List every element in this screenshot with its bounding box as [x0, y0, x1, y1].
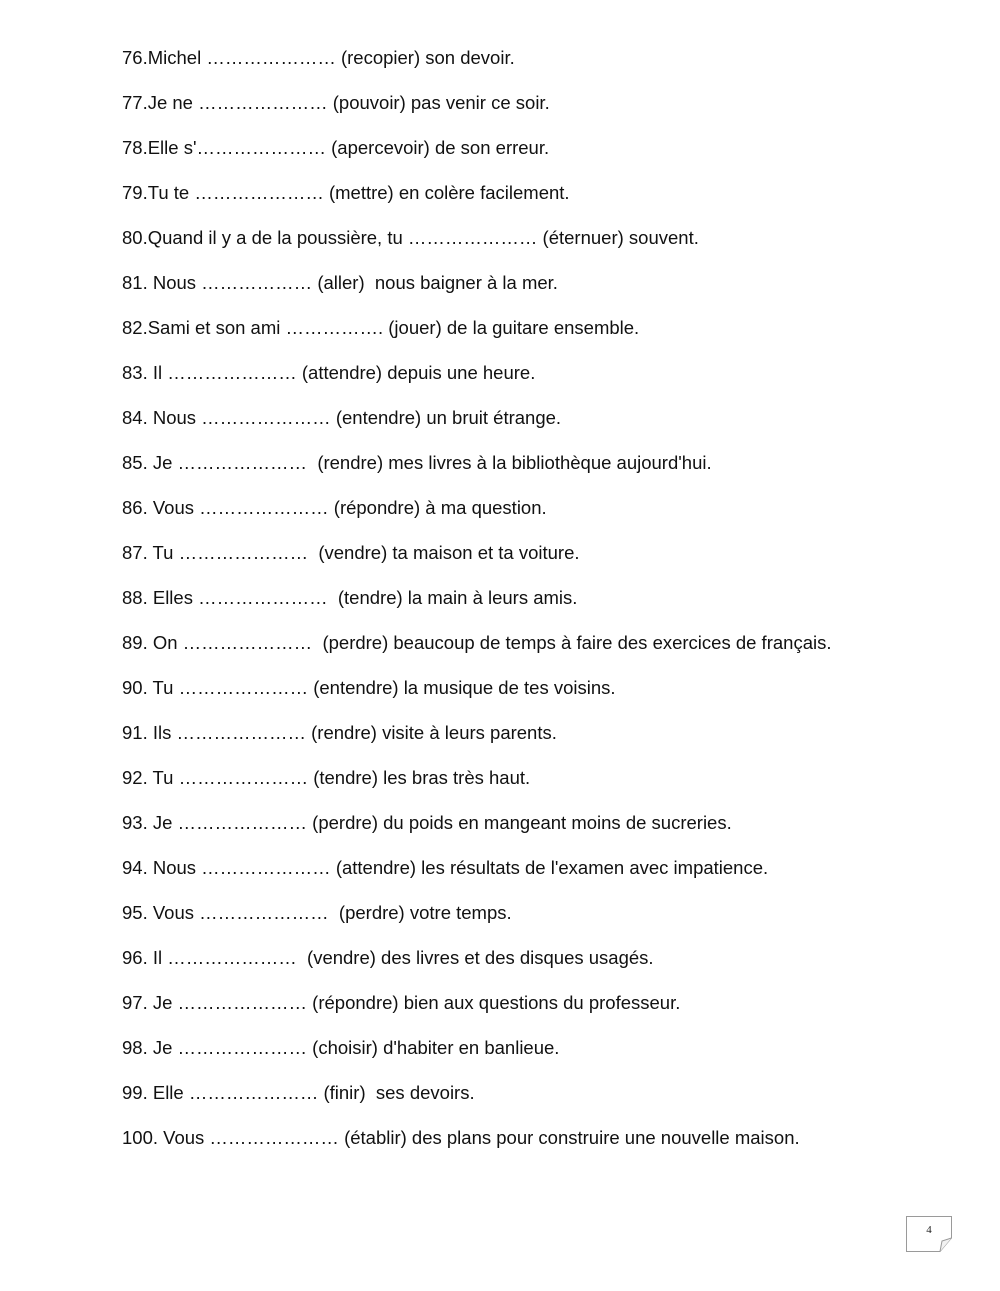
exercise-76: 76.Michel ………………… (recopier) son devoir. [122, 47, 515, 68]
exercise-94: 94. Nous ………………… (attendre) les résultats de l'examen avec impatience. [122, 857, 769, 878]
exercise-98: 98. Je ………………… (choisir) d'habiter en banlieue. [122, 1037, 560, 1058]
exercise-93: 93. Je ………………… (perdre) du poids en mangeant moins de sucreries. [122, 812, 732, 833]
exercise-95: 95. Vous ………………… (perdre) votre temps. [122, 902, 512, 923]
exercise-100: 100. Vous ………………… (établir) des plans pour construire une nouvelle maison. [122, 1127, 800, 1148]
exercise-84: 84. Nous ………………… (entendre) un bruit étrange. [122, 407, 562, 428]
exercise-78: 78.Elle s'………………… (apercevoir) de son erreur. [122, 137, 550, 158]
exercise-82: 82.Sami et son ami ……………. (jouer) de la guitare ensemble. [122, 317, 640, 338]
exercise-96: 96. Il ………………… (vendre) des livres et des disques usagés. [122, 947, 654, 968]
page-number: 4 [926, 1224, 932, 1236]
exercise-88: 88. Elles ………………… (tendre) la main à leurs amis. [122, 587, 578, 608]
exercise-87: 87. Tu ………………… (vendre) ta maison et ta voiture. [122, 542, 580, 563]
exercise-80: 80.Quand il y a de la poussière, tu ………………… (éternuer) souvent. [122, 227, 699, 248]
exercise-91: 91. Ils ………………… (rendre) visite à leurs parents. [122, 722, 557, 743]
exercise-86: 86. Vous ………………… (répondre) à ma question. [122, 497, 547, 518]
page-number-box [906, 1216, 952, 1250]
exercise-83: 83. Il ………………… (attendre) depuis une heure. [122, 362, 536, 383]
exercise-81: 81. Nous ……………… (aller) nous baigner à la mer. [122, 272, 558, 293]
exercise-79: 79.Tu te ………………… (mettre) en colère facilement. [122, 182, 570, 203]
exercise-97: 97. Je ………………… (répondre) bien aux questions du professeur. [122, 992, 681, 1013]
exercise-92: 92. Tu ………………… (tendre) les bras très haut. [122, 767, 531, 788]
exercise-99: 99. Elle ………………… (finir) ses devoirs. [122, 1082, 475, 1103]
exercise-89: 89. On ………………… (perdre) beaucoup de temps à faire des exercices de français. [122, 632, 832, 653]
exercise-90: 90. Tu ………………… (entendre) la musique de tes voisins. [122, 677, 616, 698]
exercise-85: 85. Je ………………… (rendre) mes livres à la bibliothèque aujourd'hui. [122, 452, 712, 473]
exercise-list [122, 46, 982, 1171]
exercise-77: 77.Je ne ………………… (pouvoir) pas venir ce soir. [122, 92, 550, 113]
